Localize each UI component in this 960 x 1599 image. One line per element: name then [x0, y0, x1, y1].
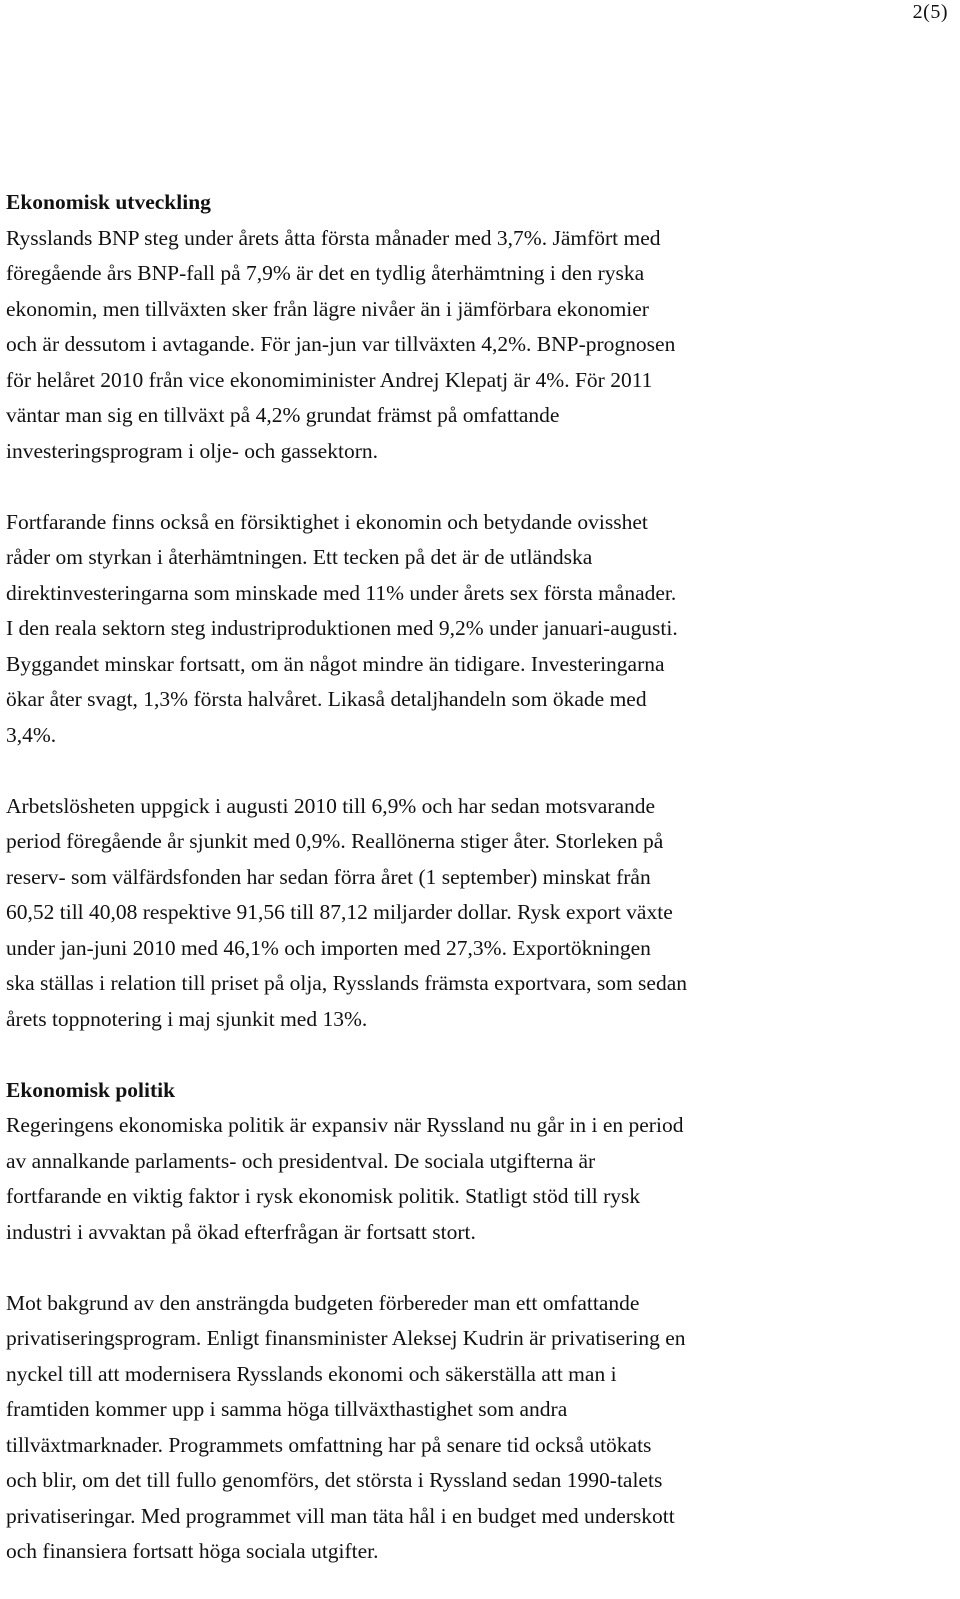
text-line: privatiseringar. Med programmet vill man täta hål i en budget med underskott [6, 1503, 675, 1528]
paragraph-spacer [6, 1250, 846, 1286]
text-line: av annalkande parlaments- och presidentval. De sociala utgifterna är [6, 1148, 596, 1173]
text-line: Arbetslösheten uppgick i augusti 2010 till 6,9% och har sedan motsvarande [6, 793, 656, 818]
document-body [6, 185, 846, 1570]
text-line: årets toppnotering i maj sjunkit med 13%. [6, 1006, 368, 1031]
text-line: direktinvesteringarna som minskade med 11% under årets sex första månader. [6, 580, 677, 605]
text-line: Mot bakgrund av den ansträngda budgeten förbereder man ett omfattande [6, 1290, 640, 1315]
text-line: under jan-juni 2010 med 46,1% och importen med 27,3%. Exportökningen [6, 935, 651, 960]
text-line: och blir, om det till fullo genomförs, det största i Ryssland sedan 1990-talets [6, 1468, 663, 1492]
text-line: framtiden kommer upp i samma höga tillväxthastighet som andra [6, 1397, 568, 1421]
paragraph-spacer [6, 469, 846, 505]
text-line: råder om styrkan i återhämtningen. Ett tecken på det är de utländska [6, 545, 593, 569]
paragraph-spacer [6, 1037, 846, 1073]
paragraph-spacer [6, 753, 846, 789]
text-line: industri i avvaktan på ökad efterfrågan är fortsatt stort. [6, 1219, 476, 1244]
text-line: föregående års BNP-fall på 7,9% är det en tydlig återhämtning i den ryska [6, 261, 645, 285]
text-line: Rysslands BNP steg under årets åtta första månader med 3,7%. Jämfört med [6, 225, 661, 250]
paragraph [6, 221, 846, 470]
section-heading-economic-policy: Ekonomisk politik [6, 1077, 176, 1102]
paragraph [6, 1286, 846, 1570]
text-line: ekonomin, men tillväxten sker från lägre nivåer än i jämförbara ekonomier [6, 296, 649, 321]
section-heading-economic-development: Ekonomisk utveckling [6, 190, 211, 214]
text-line: Byggandet minskar fortsatt, om än något mindre än tidigare. Investeringarna [6, 651, 665, 676]
text-line: reserv- som välfärdsfonden har sedan förra året (1 september) minskat från [6, 864, 651, 889]
text-line: investeringsprogram i olje- och gassektorn. [6, 438, 378, 463]
paragraph [6, 505, 846, 754]
text-line: för helåret 2010 från vice ekonomiminister Andrej Klepatj är 4%. För 2011 [6, 367, 653, 392]
text-line: Regeringens ekonomiska politik är expansiv när Ryssland nu går in i en period [6, 1113, 684, 1137]
text-line: I den reala sektorn steg industriproduktionen med 9,2% under januari-augusti. [6, 616, 678, 640]
text-line: och är dessutom i avtagande. För jan-jun var tillväxten 4,2%. BNP-prognosen [6, 332, 676, 356]
text-line: ökar åter svagt, 1,3% första halvåret. Likaså detaljhandeln som ökade med [6, 687, 647, 711]
text-line: 3,4%. [6, 722, 57, 747]
text-line: och finansiera fortsatt höga sociala utgifter. [6, 1539, 379, 1563]
text-line: ska ställas i relation till priset på olja, Rysslands främsta exportvara, som sedan [6, 971, 688, 995]
text-line: tillväxtmarknader. Programmets omfattning har på senare tid också utökats [6, 1432, 652, 1457]
paragraph [6, 789, 846, 1038]
text-line: nyckel till att modernisera Rysslands ekonomi och säkerställa att man i [6, 1361, 617, 1386]
paragraph [6, 1108, 846, 1250]
text-line: fortfarande en viktig faktor i rysk ekonomisk politik. Statligt stöd till rysk [6, 1184, 641, 1208]
text-line: 60,52 till 40,08 respektive 91,56 till 87,12 miljarder dollar. Rysk export växte [6, 900, 673, 924]
text-line: Fortfarande finns också en försiktighet i ekonomin och betydande ovisshet [6, 509, 648, 534]
text-line: privatiseringsprogram. Enligt finansminister Aleksej Kudrin är privatisering en [6, 1326, 686, 1350]
text-line: väntar man sig en tillväxt på 4,2% grundat främst på omfattande [6, 403, 560, 427]
page-number: 2(5) [912, 1, 948, 23]
text-line: period föregående år sjunkit med 0,9%. Reallönerna stiger åter. Storleken på [6, 829, 664, 853]
